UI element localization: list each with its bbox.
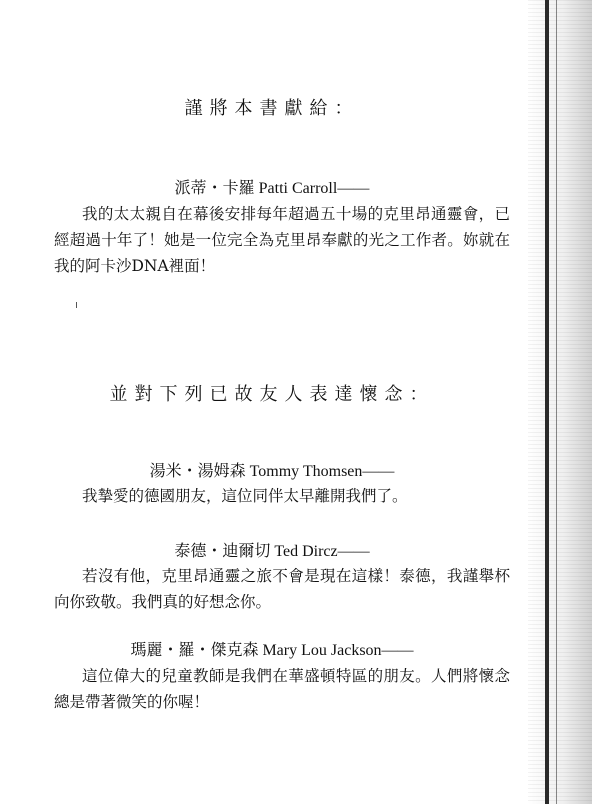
binding-edge-line xyxy=(545,0,549,804)
memorial-text: 若沒有他，克里昂通靈之旅不會是現在這樣！泰德，我謹舉杯向你致敬。我們真的好想念你。 xyxy=(54,567,510,611)
memorial-heading: 並對下列已故友人表達懷念： xyxy=(109,384,435,405)
binding-edge-line-thin xyxy=(556,0,557,804)
memorial-text: 我摯愛的德國朋友，這位同伴太早離開我們了。 xyxy=(82,487,408,505)
memorial-name: 瑪麗・羅・傑克森 Mary Lou Jackson—— xyxy=(130,642,414,659)
dedicatee-text: 我的太太親自在幕後安排每年超過五十場的克里昂通靈會，已經超過十年了！她是一位完全為克里昂奉獻的光之工作者。妳就在我的阿卡沙DNA裡面！ xyxy=(54,205,510,275)
dedication-heading: 謹將本書獻給： xyxy=(184,98,360,119)
memorial-name: 泰德・迪爾切 Ted Dircz—— xyxy=(174,543,370,560)
dedicatee-name: 派蒂・卡羅 Patti Carroll—— xyxy=(174,180,370,197)
scan-speck xyxy=(76,302,77,308)
memorial-name: 湯米・湯姆森 Tommy Thomsen—— xyxy=(149,463,395,480)
memorial-text: 這位偉大的兒童教師是我們在華盛頓特區的朋友。人們將懷念總是帶著微笑的你喔！ xyxy=(54,667,510,711)
